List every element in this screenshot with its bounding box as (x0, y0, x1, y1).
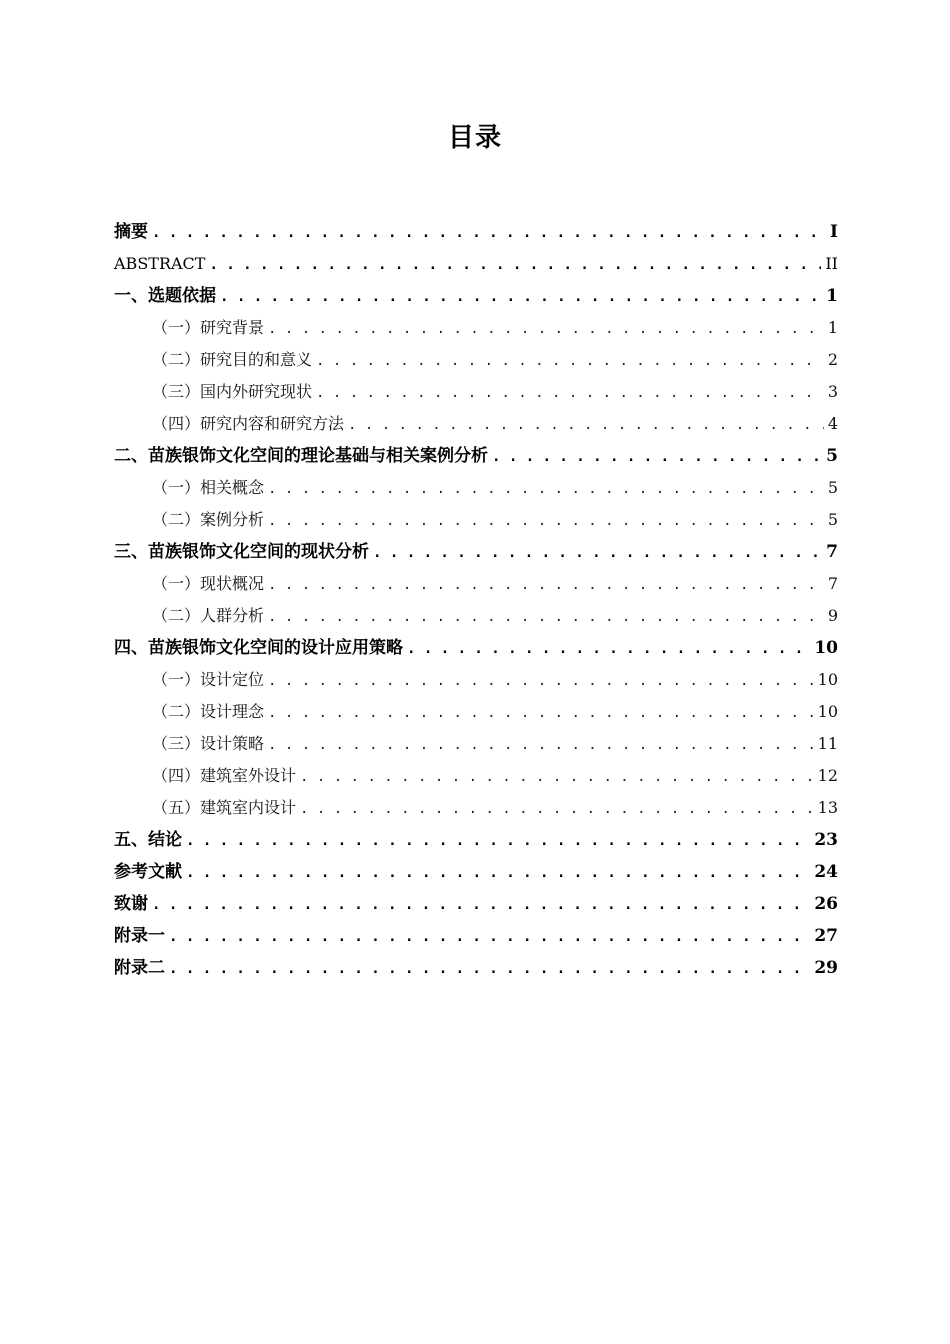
toc-entry-abstract-en[interactable] (114, 248, 838, 280)
toc-dot-leader (220, 281, 822, 313)
toc-entry-section-4-3[interactable] (114, 728, 838, 760)
toc-entry-page: 26 (814, 894, 838, 914)
toc-entry-page: 23 (814, 830, 838, 850)
toc-entry-page: 1 (826, 286, 838, 306)
toc-entry-section-1-2[interactable] (114, 344, 838, 376)
toc-dot-leader (300, 761, 814, 793)
toc-dot-leader (268, 665, 814, 697)
toc-dot-leader (268, 697, 814, 729)
page-title: 目录 (447, 123, 502, 153)
toc-entry-chapter-3[interactable] (114, 536, 838, 568)
toc-entry-section-4-2[interactable] (114, 696, 838, 728)
toc-entry-label: 附录二 (114, 958, 165, 978)
toc-entry-page: 24 (814, 862, 838, 882)
toc-entry-appendix-1[interactable] (114, 920, 838, 952)
toc-entry-chapter-5[interactable] (114, 824, 838, 856)
toc-entry-page: 9 (827, 606, 838, 625)
toc-entry-label: （一）研究背景 (152, 318, 265, 337)
toc-entry-page: I (830, 222, 838, 242)
toc-dot-leader (348, 409, 824, 441)
toc-entry-label: （一）相关概念 (152, 478, 265, 497)
toc-entry-section-2-1[interactable] (114, 472, 838, 504)
toc-dot-leader (268, 729, 814, 761)
toc-entry-page: 10 (817, 670, 838, 689)
toc-entry-label: 二、苗族银饰文化空间的理论基础与相关案例分析 (114, 446, 488, 466)
toc-dot-leader (492, 441, 822, 473)
toc-dot-leader (316, 345, 824, 377)
toc-entry-section-3-2[interactable] (114, 600, 838, 632)
toc-entry-label: （一）设计定位 (152, 670, 265, 689)
toc-dot-leader (152, 889, 810, 921)
toc-entry-references[interactable] (114, 856, 838, 888)
toc-entry-page: 7 (827, 574, 838, 593)
toc-entry-label: （二）人群分析 (152, 606, 265, 625)
toc-dot-leader (152, 217, 826, 249)
toc-dot-leader (186, 825, 810, 857)
toc-entry-page: 2 (827, 350, 838, 369)
toc-entry-abstract-cn[interactable] (114, 216, 838, 248)
toc-dot-leader (268, 505, 824, 537)
toc-entry-label: 一、选题依据 (114, 286, 216, 306)
toc-entry-page: 11 (817, 734, 838, 753)
toc-entry-label: （四）建筑室外设计 (152, 766, 297, 785)
toc-entry-acknowledgements[interactable] (114, 888, 838, 920)
toc-entry-label: （四）研究内容和研究方法 (152, 414, 345, 433)
toc-entry-section-1-3[interactable] (114, 376, 838, 408)
toc-entry-label: （一）现状概况 (152, 574, 265, 593)
toc-entry-section-2-2[interactable] (114, 504, 838, 536)
toc-entry-page: II (825, 254, 838, 273)
toc-dot-leader (169, 921, 810, 953)
toc-entry-label: 摘要 (114, 222, 148, 242)
toc-dot-leader (186, 857, 810, 889)
toc-entry-chapter-1[interactable] (114, 280, 838, 312)
toc-entry-appendix-2[interactable] (114, 952, 838, 984)
toc-entry-label: （五）建筑室内设计 (152, 798, 297, 817)
toc-entry-label: 致谢 (114, 894, 148, 914)
toc-entry-page: 10 (814, 638, 838, 658)
toc-entry-label: （二）设计理念 (152, 702, 265, 721)
toc-entry-label: （二）案例分析 (152, 510, 265, 529)
toc-entry-label: （二）研究目的和意义 (152, 350, 313, 369)
toc-entry-label: 四、苗族银饰文化空间的设计应用策略 (114, 638, 403, 658)
toc-entry-page: 7 (826, 542, 838, 562)
toc-entry-label: ABSTRACT (114, 254, 206, 273)
toc-dot-leader (169, 953, 810, 985)
toc-dot-leader (268, 473, 824, 505)
toc-entry-chapter-4[interactable] (114, 632, 838, 664)
toc-entry-label: 五、结论 (114, 830, 182, 850)
toc-dot-leader (268, 313, 824, 345)
toc-entry-section-4-5[interactable] (114, 792, 838, 824)
toc-entry-page: 12 (817, 766, 838, 785)
toc-entry-page: 29 (814, 958, 838, 978)
toc-entry-section-1-4[interactable] (114, 408, 838, 440)
toc-entry-page: 13 (817, 798, 838, 817)
toc-entry-section-4-4[interactable] (114, 760, 838, 792)
toc-dot-leader (300, 793, 814, 825)
table-of-contents (114, 216, 838, 984)
toc-dot-leader (407, 633, 810, 665)
toc-entry-chapter-2[interactable] (114, 440, 838, 472)
toc-entry-page: 5 (827, 478, 838, 497)
toc-entry-page: 1 (827, 318, 838, 337)
toc-entry-label: （三）国内外研究现状 (152, 382, 313, 401)
toc-entry-page: 3 (827, 382, 838, 401)
toc-entry-label: 三、苗族银饰文化空间的现状分析 (114, 542, 369, 562)
toc-entry-label: 附录一 (114, 926, 165, 946)
toc-dot-leader (373, 537, 822, 569)
toc-dot-leader (268, 601, 824, 633)
toc-entry-page: 10 (817, 702, 838, 721)
toc-entry-page: 5 (826, 446, 838, 466)
toc-entry-label: 参考文献 (114, 862, 182, 882)
toc-entry-section-4-1[interactable] (114, 664, 838, 696)
toc-entry-section-1-1[interactable] (114, 312, 838, 344)
toc-dot-leader (316, 377, 824, 409)
toc-entry-page: 5 (827, 510, 838, 529)
toc-entry-section-3-1[interactable] (114, 568, 838, 600)
toc-entry-label: （三）设计策略 (152, 734, 265, 753)
toc-dot-leader (268, 569, 824, 601)
toc-entry-page: 27 (814, 926, 838, 946)
toc-entry-page: 4 (827, 414, 838, 433)
toc-dot-leader (209, 249, 821, 281)
